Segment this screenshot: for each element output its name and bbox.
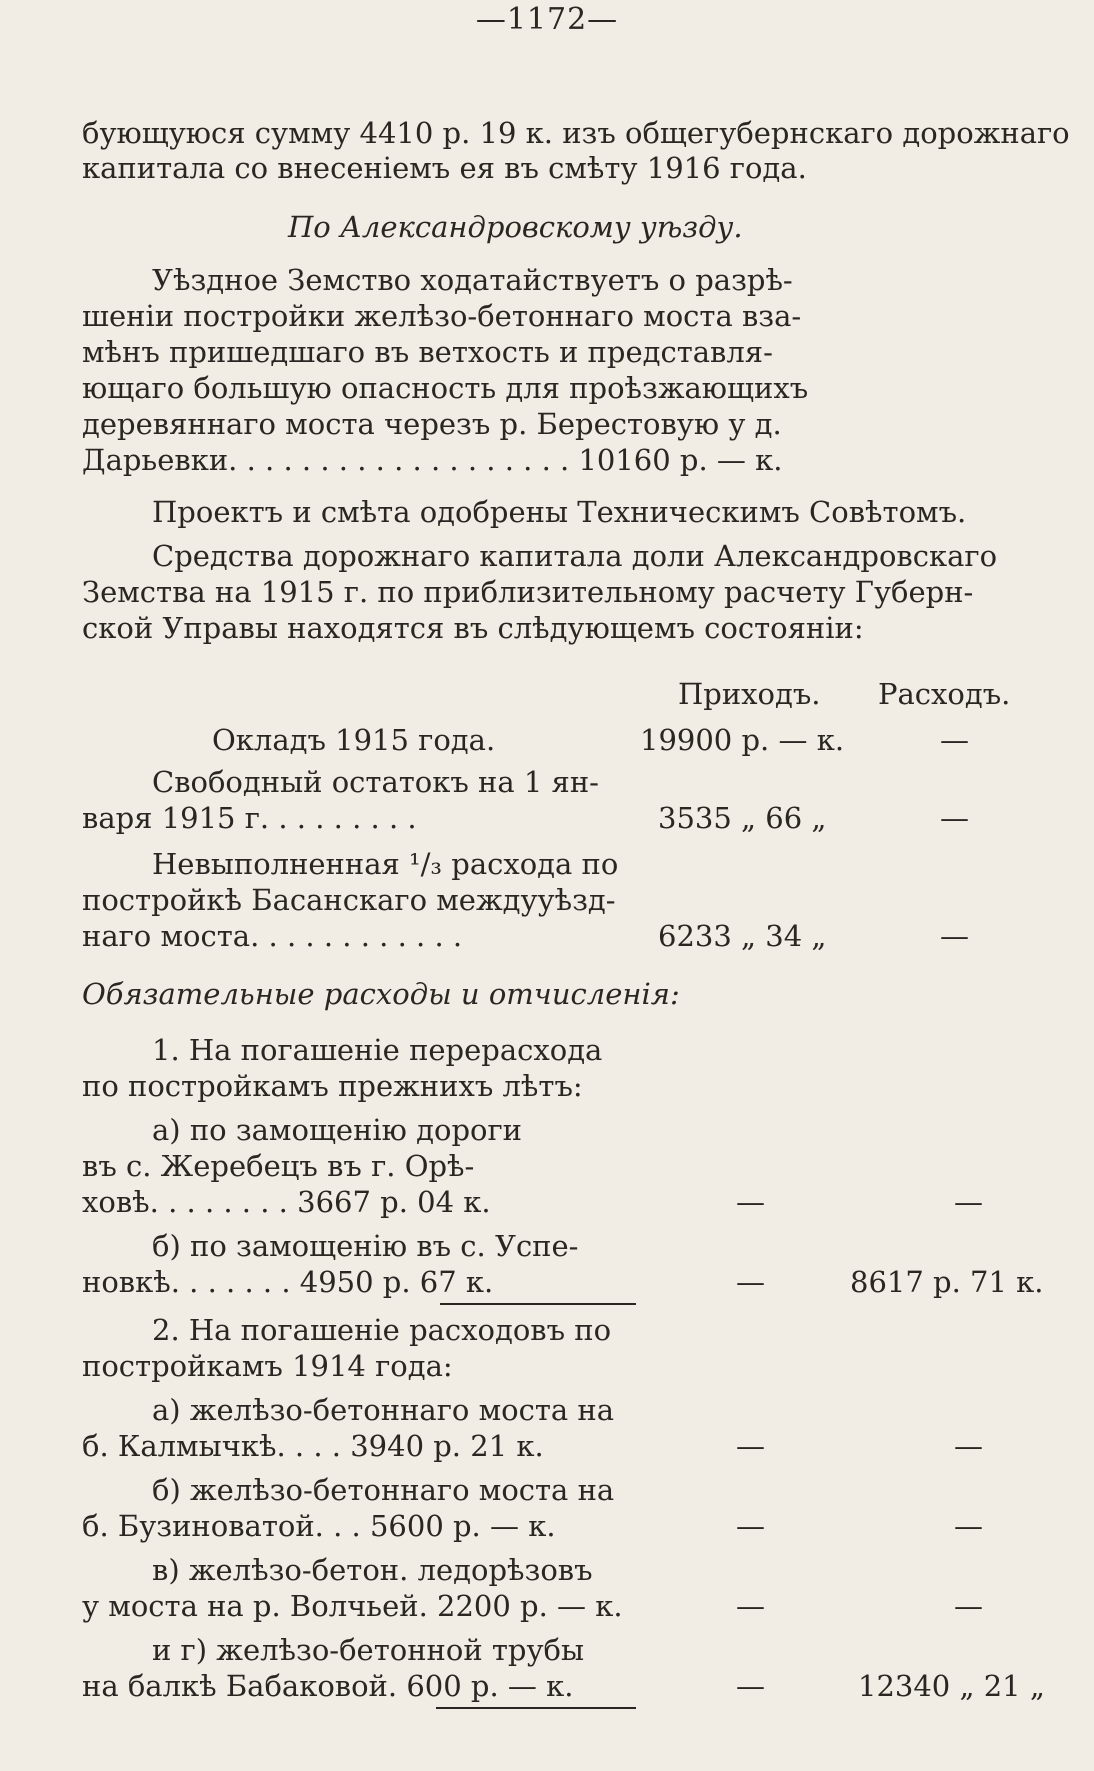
- item2d-line: на балкѣ Бабаковой. 600 р. — к.: [82, 1669, 574, 1703]
- petition-line: Дарьевки. . . . . . . . . . . . . . . . . . . 10160 р. — к.: [82, 443, 783, 477]
- item2b-line: б. Бузиноватой. . . 5600 р. — к.: [82, 1509, 556, 1543]
- item2c-line: у моста на р. Волчьей. 2200 р. — к.: [82, 1589, 623, 1623]
- item2c-income: —: [736, 1589, 765, 1623]
- item1b-income: —: [736, 1265, 765, 1299]
- header-income: Приходъ.: [678, 677, 821, 711]
- item2-line: постройкамъ 1914 года:: [82, 1349, 453, 1383]
- item1a-income: —: [736, 1185, 765, 1219]
- item2a-line: а) желѣзо-бетоннаго моста на: [152, 1393, 615, 1427]
- sum-underline: [440, 1303, 636, 1305]
- row-label: наго моста. . . . . . . . . . . .: [82, 919, 463, 953]
- obligations-heading: Обязательные расходы и отчисленія:: [82, 977, 680, 1011]
- item1b-line: новкѣ. . . . . . . 4950 р. 67 к.: [82, 1265, 494, 1299]
- item2b-expense: —: [954, 1509, 983, 1543]
- item2b-income: —: [736, 1509, 765, 1543]
- petition-line: мѣнъ пришедшаго въ ветхость и представля-: [82, 335, 773, 369]
- item1a-expense: —: [954, 1185, 983, 1219]
- capital-line: Средства дорожнаго капитала доли Александровскаго: [152, 539, 998, 573]
- item1b-expense: 8617 р. 71 к.: [850, 1265, 1044, 1299]
- item2a-income: —: [736, 1429, 765, 1463]
- page-number: —1172—: [475, 2, 619, 37]
- item1a-line: ховѣ. . . . . . . . 3667 р. 04 к.: [82, 1185, 491, 1219]
- row-label: Окладъ 1915 года.: [212, 723, 496, 757]
- item2d-income: —: [736, 1669, 765, 1703]
- intro-line: капитала со внесеніемъ ея въ смѣту 1916 года.: [82, 151, 807, 185]
- item2c-line: в) желѣзо-бетон. ледорѣзовъ: [152, 1553, 593, 1587]
- item1-line: 1. На погашеніе перерасхода: [152, 1033, 603, 1067]
- row-label: постройкѣ Басанскаго междууѣзд-: [82, 883, 616, 917]
- petition-line: шеніи постройки желѣзо-бетоннаго моста вза-: [82, 299, 802, 333]
- row-label: варя 1915 г. . . . . . . . .: [82, 801, 417, 835]
- item2c-expense: —: [954, 1589, 983, 1623]
- row-label: Невыполненная ¹/₃ расхода по: [152, 847, 619, 881]
- header-expense: Расходъ.: [878, 677, 1011, 711]
- capital-line: Земства на 1915 г. по приблизительному расчету Губерн-: [82, 575, 974, 609]
- intro-line: бующуюся сумму 4410 р. 19 к. изъ общегубернскаго дорожнаго: [82, 116, 1070, 150]
- sum-underline: [436, 1707, 636, 1709]
- approval-line: Проектъ и смѣта одобрены Техническимъ Совѣтомъ.: [152, 495, 967, 529]
- capital-line: ской Управы находятся въ слѣдующемъ состояніи:: [82, 611, 864, 645]
- petition-line: ющаго большую опасность для проѣзжающихъ: [82, 371, 809, 405]
- section-heading: По Александровскому уѣзду.: [288, 210, 743, 244]
- row-income: 19900 р. — к.: [640, 723, 845, 757]
- item1a-line: а) по замощенію дороги: [152, 1113, 523, 1147]
- row-income: 3535 „ 66 „: [658, 801, 827, 835]
- item2d-line: и г) желѣзо-бетонной трубы: [152, 1633, 585, 1667]
- row-label: Свободный остатокъ на 1 ян-: [152, 765, 599, 799]
- item2a-expense: —: [954, 1429, 983, 1463]
- item1b-line: б) по замощенію въ с. Успе-: [152, 1229, 579, 1263]
- row-expense: —: [940, 919, 969, 953]
- item2d-expense: 12340 „ 21 „: [858, 1669, 1045, 1703]
- item2a-line: б. Калмычкѣ. . . . 3940 р. 21 к.: [82, 1429, 544, 1463]
- item1a-line: въ с. Жеребецъ въ г. Орѣ-: [82, 1149, 475, 1183]
- petition-line: Уѣздное Земство ходатайствуетъ о разрѣ-: [152, 263, 793, 297]
- item2b-line: б) желѣзо-бетоннаго моста на: [152, 1473, 615, 1507]
- row-expense: —: [940, 723, 969, 757]
- petition-line: деревяннаго моста черезъ р. Берестовую у д.: [82, 407, 782, 441]
- row-expense: —: [940, 801, 969, 835]
- item1-line: по постройкамъ прежнихъ лѣтъ:: [82, 1069, 583, 1103]
- item2-line: 2. На погашеніе расходовъ по: [152, 1313, 612, 1347]
- row-income: 6233 „ 34 „: [658, 919, 827, 953]
